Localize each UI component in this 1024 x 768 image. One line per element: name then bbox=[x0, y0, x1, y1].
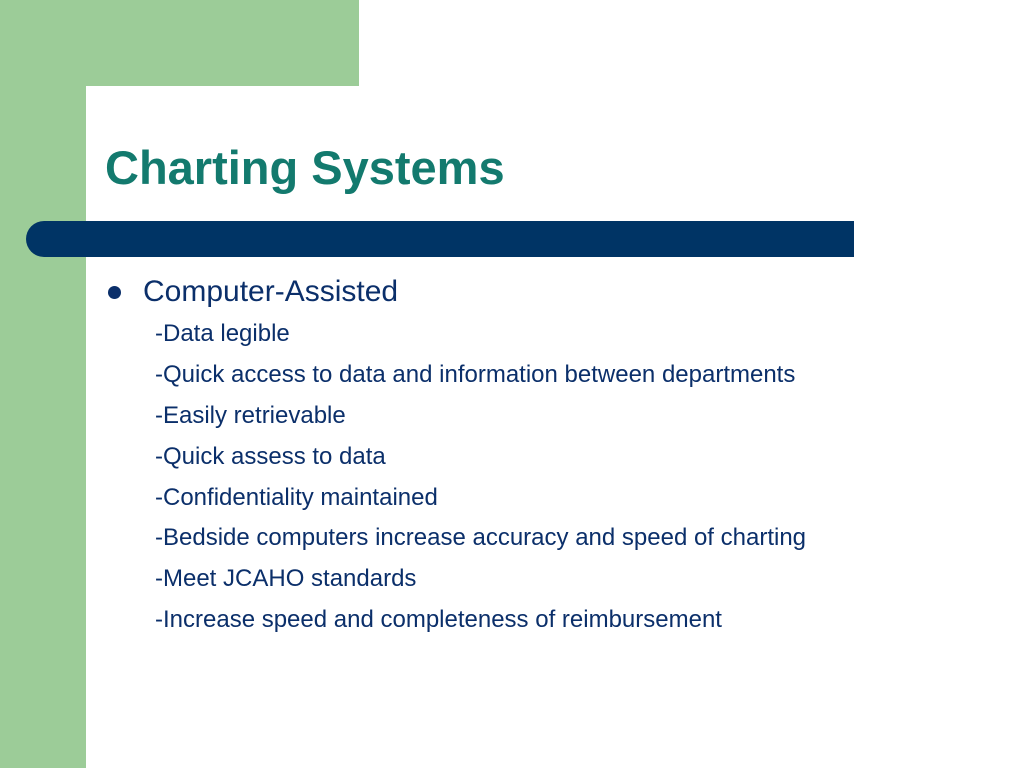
green-decoration-top bbox=[0, 0, 359, 86]
slide-body bbox=[104, 272, 1004, 641]
slide-title: Charting Systems bbox=[105, 141, 505, 194]
sub-bullet-item: -Bedside computers increase accuracy and speed of charting bbox=[155, 524, 807, 552]
sub-bullet-item: -Meet JCAHO standards bbox=[155, 565, 417, 593]
sub-bullet-item: -Data legible bbox=[155, 320, 290, 347]
sub-bullet-item: -Easily retrievable bbox=[155, 401, 346, 429]
sub-bullet-item: -Quick access to data and information between departments bbox=[155, 360, 796, 388]
bullet-item bbox=[104, 272, 1004, 312]
sub-bullet-list bbox=[155, 314, 1004, 641]
bullet-dot-icon bbox=[108, 286, 121, 299]
sub-bullet-item: -Quick assess to data bbox=[155, 442, 386, 470]
green-decoration-left bbox=[0, 0, 86, 768]
sub-bullet-item: -Increase speed and completeness of reimbursement bbox=[155, 606, 722, 634]
title-underline-bar bbox=[26, 221, 854, 257]
sub-bullet-item: -Confidentiality maintained bbox=[155, 483, 438, 511]
bullet-label: Computer-Assisted bbox=[143, 275, 399, 308]
